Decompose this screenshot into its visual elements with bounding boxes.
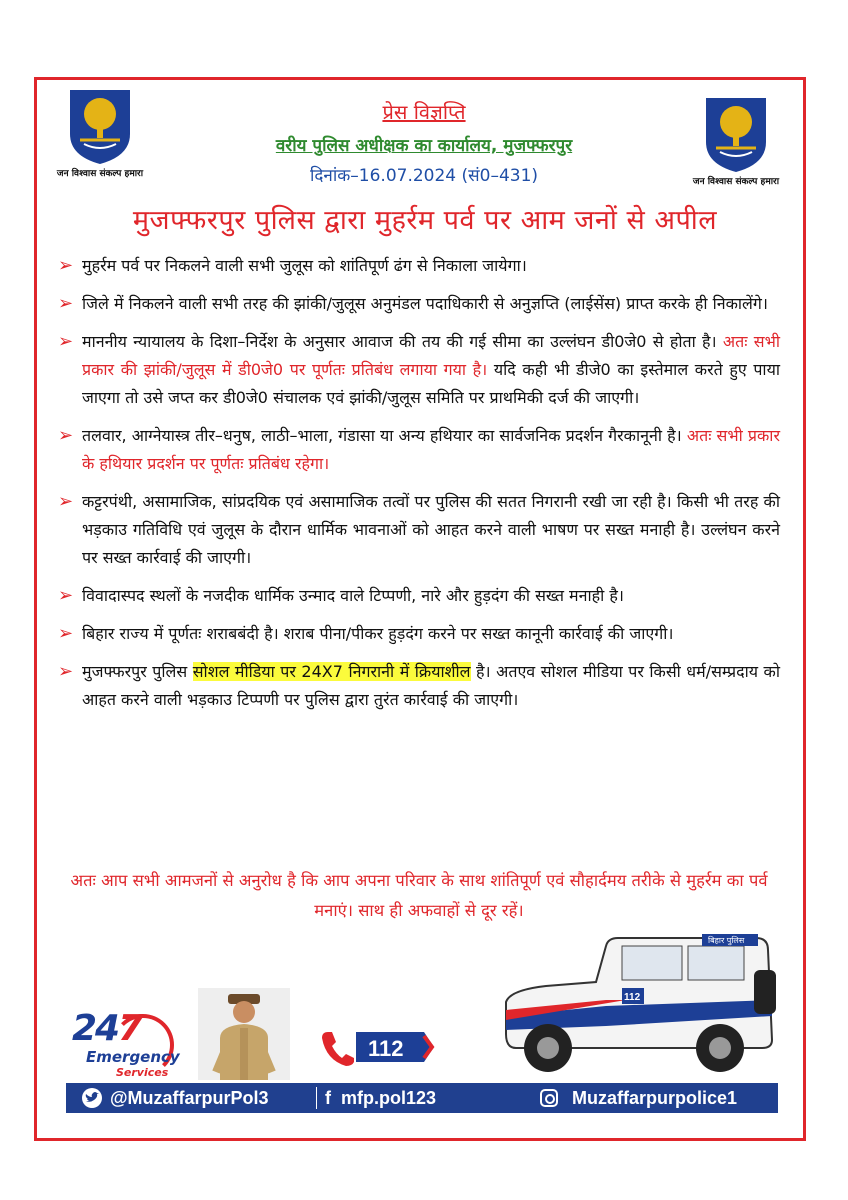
arrow-bullet-icon: ➢ [58,491,74,512]
list-item [58,488,780,572]
arrow-bullet-icon: ➢ [58,623,74,644]
list-item [58,620,780,648]
appeal-title: मुजफ्फरपुर पुलिस द्वारा मुहर्रम पर्व पर आम जनों से अपील [132,205,718,236]
twitter-text: @MuzaffarpurPol3 [110,1087,269,1108]
list-item [58,422,780,478]
arrow-bullet-icon: ➢ [58,331,74,352]
emergency-label: Emergency [86,1048,180,1066]
instagram-icon [540,1089,558,1107]
call-number: 112 [368,1036,404,1061]
office-heading: वरीय पुलिस अधीक्षक का कार्यालय, मुजफ्फरपुर [275,136,573,156]
facebook-icon: f [325,1087,331,1108]
item-text: कट्टरपंथी, असामाजिक, सांप्रदयिक एवं असामाजिक तत्वों पर पुलिस की सतत निगरानी रखी जा रही है। किसी भी तरह की भड़काउ गतिविधि एवं जुलूस के दौरान धार्मिक भावनाओं को आहत करने वाली भाषण पर सख्त मनाही है। उल्लंघन करने पर सख्त कार्रवाई की जाएगी। [82,492,780,567]
arrow-bullet-icon: ➢ [58,255,74,276]
appeal-list [58,252,780,724]
emergency-247: 247 [72,1008,142,1049]
divider [316,1087,317,1109]
item-text: तलवार, आग्नेयास्त्र तीर–धनुष, लाठी–भाला, गंडासा या अन्य हथियार का सार्वजनिक प्रदर्शन गैरकानूनी है। [82,426,682,445]
jeep-roof-text: बिहार पुलिस [708,936,745,945]
twitter-icon [82,1088,102,1108]
police-officer-illustration [198,988,290,1080]
closing-appeal: अतः आप सभी आमजनों से अनुरोध है कि आप अपना परिवार के साथ शांतिपूर्ण एवं सौहार्दमय तरीके से मुहर्रम का पर्व मनाएं। साथ ही अफवाहों से दूर रहें। [70,871,768,920]
item-text: बिहार राज्य में पूर्णतः शराबबंदी है। शराब पीना/पीकर हुड़दंग करने पर सख्त कानूनी कार्रवाई की जाएगी। [82,624,674,643]
item-text-highlight: सोशल मीडिया पर 24X7 निगरानी में क्रियाशील [192,662,471,681]
list-item [58,290,780,318]
item-text: यदि कही भी डीजे0 का इस्तेमाल करते हुए पाया जाएगा तो उसे जप्त कर डी0जे0 संचालक एवं झांकी/जुलूस समिति पर प्राथमिकी दर्ज की जाएगी। [82,360,780,407]
logo-motto: जन विश्वास संकल्प हमारा [56,169,144,179]
item-text: मुहर्रम पर्व पर निकलने वाली सभी जुलूस को शांतिपूर्ण ढंग से निकाला जायेगा। [82,256,527,275]
list-item [58,658,780,714]
police-jeep-illustration [486,930,786,1080]
list-item [58,582,780,610]
instagram-handle[interactable] [514,1088,778,1109]
list-item [58,328,780,412]
facebook-text: mfp.pol123 [341,1087,437,1108]
arrow-bullet-icon: ➢ [58,661,74,682]
item-text: विवादास्पद स्थलों के नजदीक धार्मिक उन्माद वाले टिप्पणी, नारे और हुड़दंग की सख्त मनाही है। [82,586,624,605]
item-text: है। अतएव सोशल मीडिया पर किसी धर्म/सम्प्रदाय को आहत करने वाली भड़काउ टिप्पणी पर पुलिस द्वारा तुरंत कार्रवाई की जाएगी। [82,662,780,709]
emergency-services-logo [72,1008,188,1078]
call-112-badge [316,1026,440,1068]
item-text: माननीय न्यायालय के दिशा–निर्देश के अनुसार आवाज की तय की गई सीमा का उल्लंघन डी0जे0 से होता है। [82,332,717,351]
facebook-handle[interactable] [316,1087,514,1109]
jeep-door-number: 112 [624,992,641,1003]
item-text-red: अतः सभी प्रकार की झांकी/जुलूस में डी0जे0 पर पूर्णतः प्रतिबंध लगाया गया है। [82,332,780,379]
item-text: जिले में निकलने वाली सभी तरह की झांकी/जुलूस अनुमंडल पदाधिकारी से अनुज्ञप्ति (लाईसेंस) प्राप्त करके ही निकालेंगे। [82,294,768,313]
date-line: दिनांक–16.07.2024 (सं0–431) [309,166,539,186]
logo-motto: जन विश्वास संकल्प हमारा [692,177,780,187]
arrow-bullet-icon: ➢ [58,425,74,446]
arrow-bullet-icon: ➢ [58,585,74,606]
instagram-text: Muzaffarpurpolice1 [572,1087,738,1108]
arrow-bullet-icon: ➢ [58,293,74,314]
item-text-red: अतः सभी प्रकार के हथियार प्रदर्शन पर पूर्णतः प्रतिबंध रहेगा। [82,426,780,473]
services-label: Services [116,1066,169,1079]
twitter-handle[interactable] [66,1088,316,1109]
item-text: मुजफ्फरपुर पुलिस [82,662,188,681]
press-release-heading: प्रेस विज्ञप्ति [382,100,466,124]
social-media-bar [66,1083,778,1113]
list-item [58,252,780,280]
